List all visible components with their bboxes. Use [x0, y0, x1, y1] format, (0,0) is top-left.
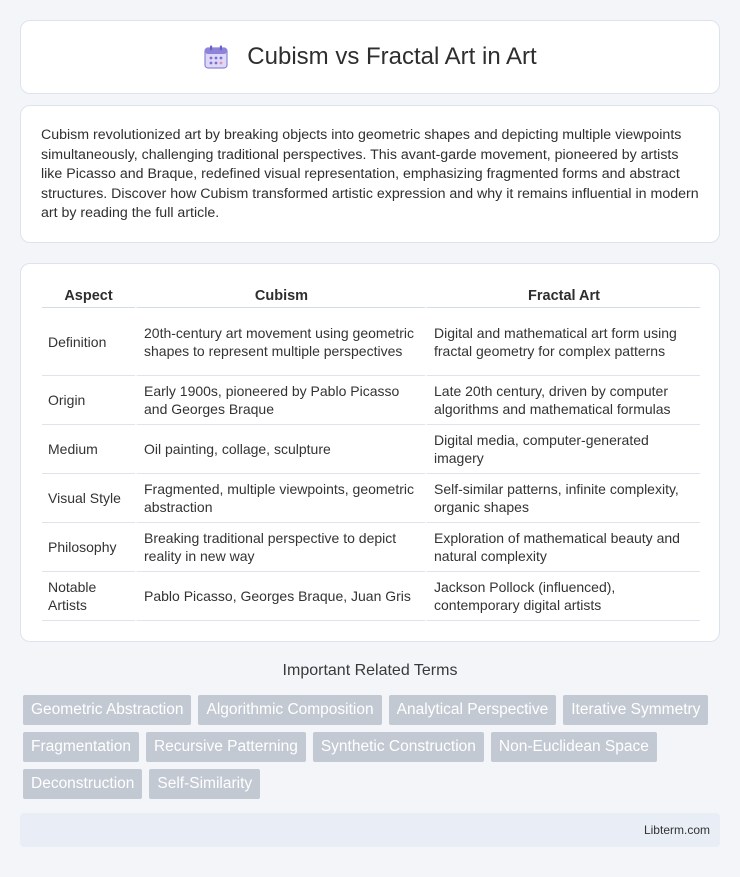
row-aspect: Notable Artists	[42, 572, 135, 621]
table-row	[42, 308, 700, 376]
page-title: Cubism vs Fractal Art in Art	[247, 43, 537, 70]
table-row	[42, 376, 700, 425]
header-aspect: Aspect	[42, 284, 135, 308]
row-aspect: Visual Style	[42, 474, 135, 523]
row-cubism: Early 1900s, pioneered by Pablo Picasso and Georges Braque	[135, 376, 425, 425]
intro-card	[20, 105, 720, 243]
comparison-table	[42, 284, 700, 621]
table-row	[42, 523, 700, 572]
row-cubism: 20th-century art movement using geometric shapes to represent multiple perspectives	[135, 308, 425, 376]
related-term-tag[interactable]: Analytical Perspective	[389, 695, 557, 725]
related-term-tag[interactable]: Recursive Patterning	[146, 732, 306, 762]
related-terms-list	[23, 695, 723, 799]
row-aspect: Medium	[42, 425, 135, 474]
related-term-tag[interactable]: Fragmentation	[23, 732, 139, 762]
comparison-card	[20, 263, 720, 642]
table-header-row	[42, 284, 700, 308]
related-term-tag[interactable]: Non-Euclidean Space	[491, 732, 657, 762]
row-fractal: Jackson Pollock (influenced), contemporary digital artists	[425, 572, 700, 621]
row-fractal: Digital and mathematical art form using fractal geometry for complex patterns	[425, 308, 700, 376]
row-cubism: Oil painting, collage, sculpture	[135, 425, 425, 474]
table-row	[42, 474, 700, 523]
related-term-tag[interactable]: Synthetic Construction	[313, 732, 484, 762]
row-cubism: Breaking traditional perspective to depict reality in new way	[135, 523, 425, 572]
related-terms-heading: Important Related Terms	[282, 662, 458, 679]
row-fractal: Late 20th century, driven by computer algorithms and mathematical formulas	[425, 376, 700, 425]
row-fractal: Self-similar patterns, infinite complexity, organic shapes	[425, 474, 700, 523]
related-term-tag[interactable]: Deconstruction	[23, 769, 142, 799]
related-term-tag[interactable]: Geometric Abstraction	[23, 695, 191, 725]
header-cubism: Cubism	[135, 284, 425, 308]
related-term-tag[interactable]: Algorithmic Composition	[198, 695, 381, 725]
related-term-tag[interactable]: Self-Similarity	[149, 769, 260, 799]
row-fractal: Exploration of mathematical beauty and natural complexity	[425, 523, 700, 572]
row-aspect: Origin	[42, 376, 135, 425]
title-card	[20, 20, 720, 94]
intro-paragraph: Cubism revolutionized art by breaking objects into geometric shapes and depicting multiple viewpoints simultaneously, challenging traditional perspectives. This avant-garde movement, pioneered by artists like Picasso and Braque, redefined visual representation, emphasizing fragmented forms and abstract structures. Discover how Cubism transformed artistic expression and why it remains influential in modern art by reading the full article.	[41, 127, 699, 222]
row-aspect: Definition	[42, 308, 135, 376]
row-cubism: Pablo Picasso, Georges Braque, Juan Gris	[135, 572, 425, 621]
table-row	[42, 572, 700, 621]
title-row	[203, 43, 536, 71]
calendar-icon	[203, 44, 229, 70]
related-term-tag[interactable]: Iterative Symmetry	[563, 695, 708, 725]
row-aspect: Philosophy	[42, 523, 135, 572]
row-cubism: Fragmented, multiple viewpoints, geometric abstraction	[135, 474, 425, 523]
footer	[20, 813, 720, 847]
row-fractal: Digital media, computer-generated imagery	[425, 425, 700, 474]
footer-site-link[interactable]: Libterm.com	[643, 823, 710, 837]
table-row	[42, 425, 700, 474]
header-fractal: Fractal Art	[425, 284, 700, 308]
